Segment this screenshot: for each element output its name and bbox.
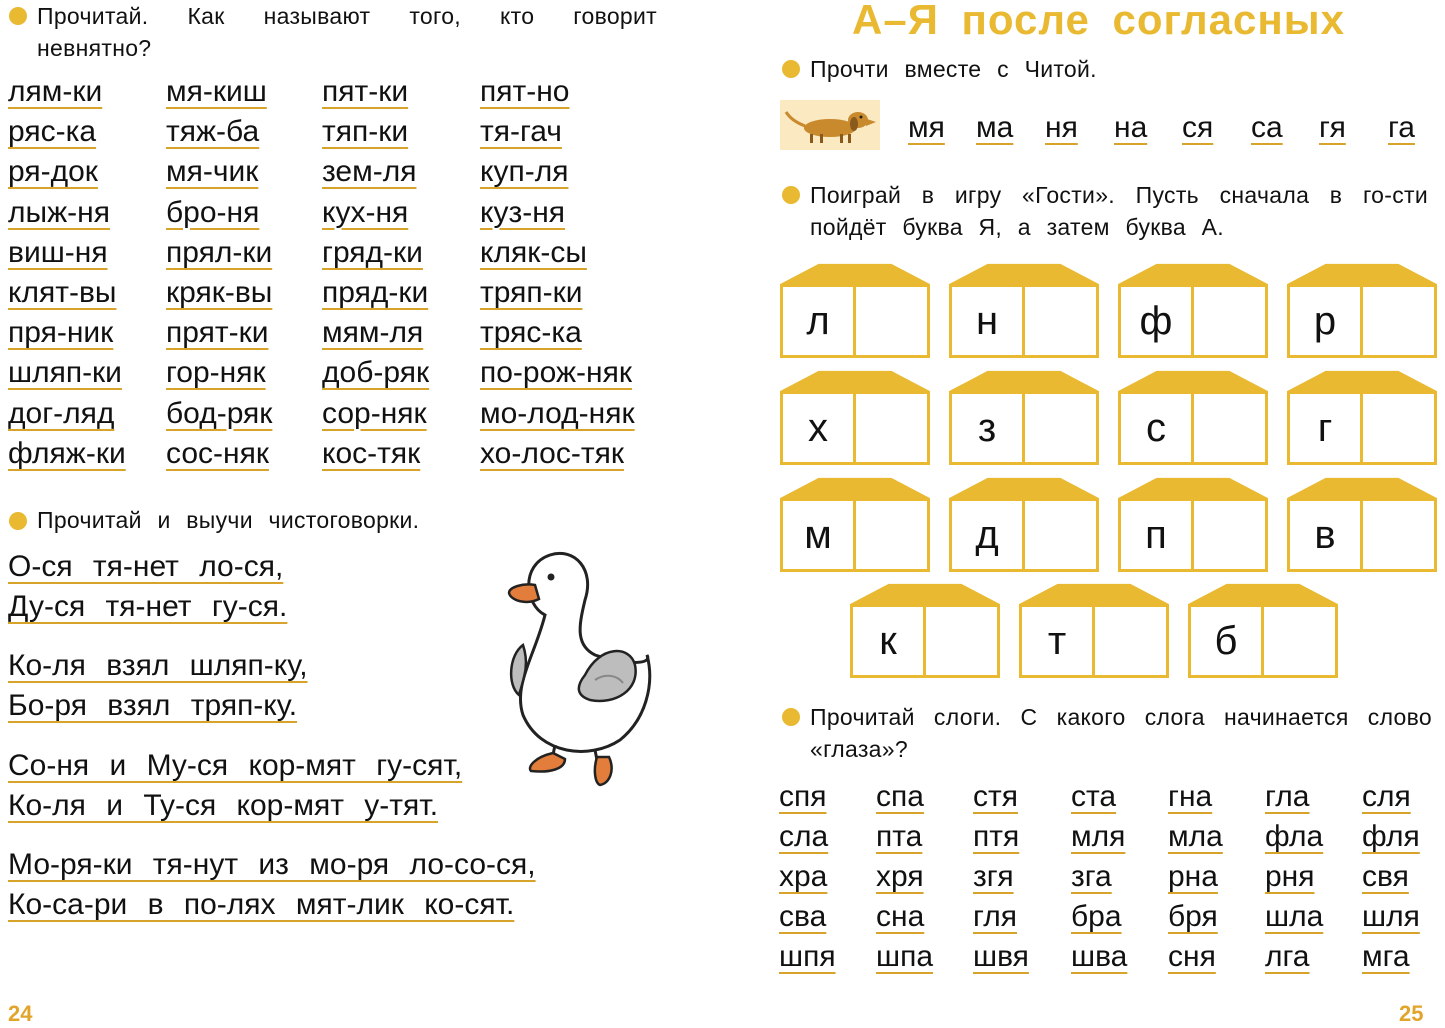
syllable-word: сор-няк xyxy=(322,396,427,430)
grid-syllable: шпя xyxy=(779,940,836,973)
house xyxy=(777,369,933,463)
grid-syllable: сля xyxy=(1362,780,1411,813)
house-empty-window xyxy=(1194,394,1265,462)
house-empty-window xyxy=(856,394,927,462)
house-empty-window xyxy=(1025,394,1096,462)
grid-syllable: фля xyxy=(1362,820,1420,853)
grid-syllable: мла xyxy=(1168,820,1223,853)
syllable-word: кряк-вы xyxy=(166,276,273,309)
house-roof xyxy=(777,476,933,499)
left-page xyxy=(0,0,722,1028)
page-number: 24 xyxy=(8,1001,33,1026)
syllable-word: кух-ня xyxy=(322,195,409,229)
house-roof xyxy=(1115,369,1271,392)
house-body xyxy=(1287,391,1437,465)
task-instruction-1: Прочитай. Как называют того, кто говорит невнятно? xyxy=(37,3,657,61)
house xyxy=(1284,476,1440,570)
house-body xyxy=(949,391,1099,465)
syllable-word: тяп-ки xyxy=(322,115,409,149)
house-roof xyxy=(1284,476,1440,499)
grid-syllable: сла xyxy=(779,820,829,853)
house-body xyxy=(780,284,930,358)
grid-syllable: птя xyxy=(973,820,1020,853)
house-roof xyxy=(847,582,1003,605)
house-body xyxy=(949,498,1099,572)
grid-syllable: сва xyxy=(779,900,827,933)
house-letter: т xyxy=(1047,619,1067,663)
poem-line: Мо-ря-ки тя-нут из мо-ря ло-со-ся, xyxy=(8,848,536,881)
grid-syllable: бря xyxy=(1168,900,1218,933)
syllable-word: пят-ки xyxy=(322,75,409,108)
house-empty-window xyxy=(856,501,927,569)
house-body xyxy=(1118,391,1268,465)
grid-syllable: стя xyxy=(973,780,1018,813)
house-body xyxy=(1287,498,1437,572)
task-instruction-3: Прочитай слоги. С какого слога начинается слово «глаза»? xyxy=(810,704,1432,762)
grid-syllable: свя xyxy=(1362,860,1409,893)
chita-syllable: га xyxy=(1388,111,1415,144)
grid-syllable: згя xyxy=(973,860,1014,893)
syllable-word: гор-няк xyxy=(166,356,266,390)
syllable-word: сос-няк xyxy=(166,436,269,470)
goose-illustration xyxy=(505,545,655,790)
house-body xyxy=(949,284,1099,358)
grid-syllable: бра xyxy=(1071,900,1122,933)
syllable-word: куз-ня xyxy=(480,195,566,229)
grid-syllable: хря xyxy=(876,860,924,893)
house-roof xyxy=(946,262,1102,285)
house xyxy=(1115,476,1271,570)
page-title: А–Я после согласных xyxy=(852,0,1345,43)
house-roof xyxy=(1284,369,1440,392)
house xyxy=(1115,369,1271,463)
syllable-word: кляк-сы xyxy=(480,235,587,269)
task-instruction-1: Прочти вместе с Читой. xyxy=(810,56,1097,82)
grid-syllable: спя xyxy=(779,780,827,813)
syllable-word: мя-киш xyxy=(166,75,267,108)
chita-syllable: мя xyxy=(908,111,945,144)
syllable-word: пят-но xyxy=(480,75,570,108)
house-roof xyxy=(946,476,1102,499)
house-body xyxy=(1118,498,1268,572)
grid-syllable: гна xyxy=(1168,780,1213,813)
grid-syllable: лга xyxy=(1265,940,1310,973)
house-letter: ф xyxy=(1139,299,1173,343)
house-roof xyxy=(1185,582,1341,605)
syllable-word: мо-лод-няк xyxy=(480,396,635,430)
bullet-icon xyxy=(782,60,800,78)
grid-syllable: гла xyxy=(1265,780,1310,813)
house-body xyxy=(1019,604,1169,678)
syllable-word: тяж-ба xyxy=(166,115,260,149)
chita-syllable: на xyxy=(1114,111,1148,144)
house-body xyxy=(780,391,930,465)
bullet-icon xyxy=(9,512,27,530)
syllable-word: мям-ля xyxy=(322,316,424,350)
syllable-word: зем-ля xyxy=(322,155,417,189)
poem-line: Бо-ря взял тряп-ку. xyxy=(8,689,298,722)
syllable-word: бро-ня xyxy=(166,195,260,229)
house-letter: х xyxy=(808,406,828,450)
house xyxy=(1284,262,1440,356)
house-empty-window xyxy=(1194,287,1265,355)
house xyxy=(1284,369,1440,463)
house-letter: п xyxy=(1145,513,1167,557)
chita-syllable: ма xyxy=(976,111,1014,144)
syllable-word: лыж-ня xyxy=(8,195,110,229)
house xyxy=(946,262,1102,356)
house-letter: с xyxy=(1146,406,1166,450)
syllable-word: виш-ня xyxy=(8,235,108,269)
house xyxy=(847,582,1003,676)
house-roof xyxy=(1115,476,1271,499)
chita-syllable: ня xyxy=(1045,111,1078,144)
grid-syllable: пта xyxy=(876,820,923,853)
bullet-icon xyxy=(782,186,800,204)
syllable-word: кос-тяк xyxy=(322,436,421,470)
house xyxy=(777,476,933,570)
house-letter: д xyxy=(975,513,999,557)
bullet-icon xyxy=(9,7,27,25)
house-empty-window xyxy=(1095,607,1166,675)
house-body xyxy=(1118,284,1268,358)
right-page xyxy=(722,0,1445,1028)
house xyxy=(1016,582,1172,676)
house-empty-window xyxy=(1025,287,1096,355)
house xyxy=(946,476,1102,570)
syllable-word: прял-ки xyxy=(166,235,273,269)
chita-syllable: гя xyxy=(1319,111,1346,144)
poem-line: Ко-ля и Ту-ся кор-мят у-тят. xyxy=(8,789,439,822)
page-number: 25 xyxy=(1399,1001,1424,1026)
grid-syllable: шла xyxy=(1265,900,1324,933)
house-body xyxy=(1287,284,1437,358)
house-empty-window xyxy=(926,607,997,675)
syllable-word: дог-ляд xyxy=(8,396,115,430)
house-letter: н xyxy=(975,299,999,343)
house-empty-window xyxy=(1194,501,1265,569)
house-letter: к xyxy=(879,619,897,663)
chita-syllable: са xyxy=(1251,111,1283,144)
house-body xyxy=(1188,604,1338,678)
house-roof xyxy=(777,369,933,392)
grid-syllable: спа xyxy=(876,780,924,813)
poem-line: Ду-ся тя-нет гу-ся. xyxy=(8,590,288,623)
house-roof xyxy=(777,262,933,285)
dachshund-icon xyxy=(780,100,880,150)
house-roof xyxy=(1016,582,1172,605)
grid-syllable: ста xyxy=(1071,780,1117,813)
house xyxy=(1115,262,1271,356)
house-letter: л xyxy=(806,299,830,343)
house-empty-window xyxy=(1363,394,1434,462)
grid-syllable: гля xyxy=(973,900,1018,933)
house xyxy=(777,262,933,356)
syllable-word: мя-чик xyxy=(166,155,259,189)
grid-syllable: мга xyxy=(1362,940,1410,973)
poem-line: Ко-ля взял шляп-ку, xyxy=(8,649,308,682)
task-instruction-2: Поиграй в игру «Гости». Пусть сначала в го-сти пойдёт буква Я, а затем буква А. xyxy=(810,182,1428,240)
house-roof xyxy=(946,369,1102,392)
house-empty-window xyxy=(856,287,927,355)
grid-syllable: мля xyxy=(1071,820,1126,853)
bullet-icon xyxy=(782,708,800,726)
syllable-word: ряс-ка xyxy=(8,115,97,149)
grid-syllable: сна xyxy=(876,900,925,933)
syllable-word: ря-док xyxy=(8,155,98,189)
house xyxy=(946,369,1102,463)
house-empty-window xyxy=(1363,501,1434,569)
house-empty-window xyxy=(1025,501,1096,569)
syllable-word: по-рож-няк xyxy=(480,356,632,390)
dog-illustration-box xyxy=(780,100,880,150)
poem-line: О-ся тя-нет ло-ся, xyxy=(8,550,284,583)
house-letter: б xyxy=(1214,619,1238,663)
grid-syllable: хра xyxy=(779,860,828,893)
syllable-word: бод-ряк xyxy=(166,396,273,430)
syllable-word: гряд-ки xyxy=(322,235,423,269)
house-letter: м xyxy=(804,513,832,557)
syllable-word: тряп-ки xyxy=(480,276,583,309)
grid-syllable: шля xyxy=(1362,900,1420,933)
house-empty-window xyxy=(1264,607,1335,675)
house-roof xyxy=(1284,262,1440,285)
syllable-word: прят-ки xyxy=(166,316,269,350)
syllable-word: клят-вы xyxy=(8,276,117,309)
house xyxy=(1185,582,1341,676)
syllable-word: фляж-ки xyxy=(8,436,126,470)
house-letter: г xyxy=(1317,406,1333,450)
house-body xyxy=(780,498,930,572)
grid-syllable: сня xyxy=(1168,940,1216,973)
house-roof xyxy=(1115,262,1271,285)
syllable-word: тряс-ка xyxy=(480,316,582,350)
syllable-word: шляп-ки xyxy=(8,356,122,390)
poem-line: Ко-са-ри в по-лях мят-лик ко-сят. xyxy=(8,888,515,921)
grid-syllable: рна xyxy=(1168,860,1218,893)
grid-syllable: шва xyxy=(1071,940,1128,973)
syllable-word: пряд-ки xyxy=(322,276,429,309)
house-letter: р xyxy=(1313,299,1337,343)
house-letter: в xyxy=(1314,513,1336,557)
grid-syllable: рня xyxy=(1265,860,1315,893)
grid-syllable: зга xyxy=(1071,860,1112,893)
syllable-word: куп-ля xyxy=(480,155,569,189)
grid-syllable: швя xyxy=(973,940,1029,973)
syllable-word: тя-гач xyxy=(480,115,562,149)
grid-syllable: шпа xyxy=(876,940,933,973)
syllable-word: пря-ник xyxy=(8,316,114,350)
syllable-word: доб-ряк xyxy=(322,356,430,390)
grid-syllable: фла xyxy=(1265,820,1324,853)
poem-line: Со-ня и Му-ся кор-мят гу-сят, xyxy=(8,749,463,782)
syllable-word: лям-ки xyxy=(8,75,103,108)
chita-syllable: ся xyxy=(1182,111,1214,144)
house-empty-window xyxy=(1363,287,1434,355)
task-instruction-2: Прочитай и выучи чистоговорки. xyxy=(37,507,420,533)
house-letter: з xyxy=(977,406,997,450)
syllable-word: хо-лос-тяк xyxy=(480,436,624,470)
house-body xyxy=(850,604,1000,678)
